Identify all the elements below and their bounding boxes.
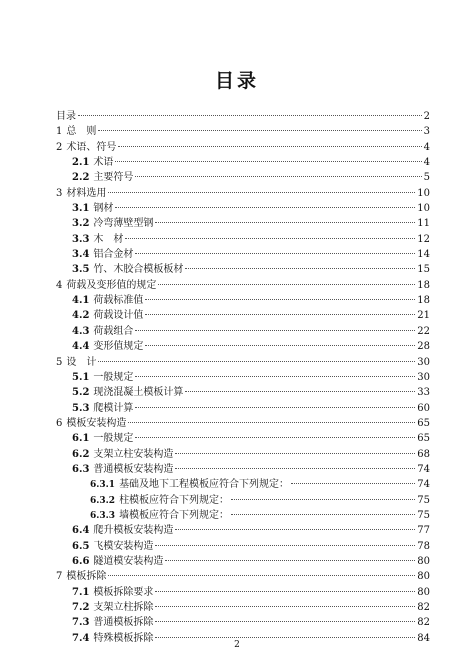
toc-dot-leader [115, 161, 421, 162]
toc-entry-title: 木 材 [93, 233, 124, 245]
toc-entry-number: 6.4 [72, 525, 90, 537]
toc-entry[interactable] [56, 186, 430, 201]
toc-entry-page: 18 [417, 279, 430, 291]
toc-entry-page: 82 [417, 602, 430, 613]
toc-entry[interactable] [56, 308, 430, 323]
toc-entry-title: 荷载及变形值的规定 [66, 279, 157, 291]
toc-dot-leader [155, 621, 415, 622]
toc-entry[interactable] [56, 155, 430, 170]
toc-entry-title: 主要符号 [93, 172, 134, 184]
toc-entry-page: 75 [417, 509, 430, 521]
toc-entry-page: 33 [417, 387, 430, 399]
toc-entry-title: 设 计 [66, 356, 97, 368]
toc-dot-leader [145, 314, 415, 315]
toc-entry-page: 75 [417, 494, 430, 506]
toc-entry-page: 80 [417, 586, 430, 598]
toc-entry-page: 80 [417, 571, 430, 583]
toc-entry[interactable] [56, 370, 430, 385]
toc-dot-leader [231, 514, 415, 515]
toc-dot-leader [185, 391, 415, 392]
toc-dot-leader [158, 284, 415, 285]
toc-entry-page: 18 [417, 295, 430, 307]
toc-entry-title: 竹、木胶合模板板材 [93, 264, 184, 276]
toc-entry-page: 60 [417, 402, 430, 414]
toc-entry-title: 特殊模板拆除 [93, 632, 154, 644]
toc-dot-leader [155, 637, 415, 638]
toc-entry-title: 模板安装构造 [66, 417, 127, 429]
toc-entry-title: 荷载设计值 [93, 310, 144, 322]
toc-entry-number: 6.3.1 [90, 480, 116, 491]
toc-entry-number: 7.2 [72, 602, 90, 613]
toc-entry[interactable] [56, 201, 430, 216]
toc-entry-number: 3.2 [72, 218, 90, 230]
toc-entry-number: 4.1 [72, 295, 90, 307]
toc-entry-title: 隧道模安装构造 [93, 555, 164, 567]
toc-entry-title: 爬模计算 [93, 402, 134, 414]
toc-entry[interactable] [56, 554, 430, 569]
toc-entry-title: 术语 [93, 157, 114, 169]
toc-dot-leader [135, 407, 415, 408]
toc-dot-leader [135, 176, 421, 177]
toc-entry-number: 6.5 [72, 540, 90, 552]
toc-entry[interactable] [56, 170, 430, 185]
toc-entry-page: 65 [417, 417, 430, 429]
toc-dot-leader [108, 192, 415, 193]
toc-entry[interactable] [56, 124, 430, 139]
toc-dot-leader [98, 361, 415, 362]
toc-entry-page: 74 [417, 479, 430, 491]
toc-entry[interactable] [56, 262, 430, 277]
toc-entry-number: 4.2 [72, 310, 90, 322]
toc-entry-page: 5 [423, 172, 430, 184]
toc-dot-leader [135, 330, 415, 331]
toc-dot-leader [108, 575, 415, 576]
toc-entry-page: 11 [417, 218, 430, 230]
page-title: 目录 [214, 70, 259, 92]
toc-entry[interactable] [56, 140, 430, 155]
toc-dot-leader [118, 146, 421, 147]
toc-entry-page: 80 [417, 555, 430, 567]
toc-entry[interactable] [56, 477, 430, 492]
toc-entry-title: 荷载组合 [93, 325, 134, 337]
toc-dot-leader [128, 422, 415, 423]
toc-dot-leader [231, 499, 415, 500]
toc-entry-number: 5.1 [72, 371, 90, 383]
toc-entry-number: 5.2 [72, 387, 90, 399]
toc-entry-number: 7.1 [72, 586, 90, 598]
toc-entry-page: 82 [417, 617, 430, 629]
page-number: 2 [234, 640, 240, 650]
toc-entry[interactable] [56, 339, 430, 354]
toc-entry-page: 84 [417, 632, 430, 644]
toc-entry-title: 爬升模板安装构造 [93, 525, 174, 537]
toc-entry-title: 支架立柱安装构造 [93, 448, 174, 460]
toc-entry-number: 2.1 [72, 157, 90, 169]
toc-dot-leader [115, 207, 415, 208]
toc-entry-number: 5.3 [72, 402, 90, 414]
toc-dot-leader [135, 437, 415, 438]
toc-entry-page: 12 [417, 233, 430, 245]
toc-entry-number: 5 [56, 356, 63, 368]
toc-dot-leader [155, 545, 415, 546]
toc-entry-title: 墙模板应符合下列规定： [119, 509, 230, 521]
toc-dot-leader [155, 222, 415, 223]
toc-entry-title: 目录 [56, 111, 76, 122]
toc-dot-leader [185, 268, 415, 269]
toc-dot-leader [175, 468, 415, 469]
toc-entry-page: 4 [423, 157, 430, 169]
toc-entry[interactable] [56, 293, 430, 308]
toc-dot-leader [98, 130, 421, 131]
toc-dot-leader [78, 115, 422, 116]
toc-entry[interactable] [56, 324, 430, 339]
toc-entry-page: 10 [417, 187, 430, 199]
table-of-contents [56, 109, 430, 646]
toc-entry-page: 15 [417, 264, 430, 276]
toc-entry-title: 钢材 [93, 203, 114, 215]
toc-entry-number: 4.4 [72, 341, 90, 353]
toc-entry-page: 65 [417, 433, 430, 445]
toc-entry[interactable] [56, 278, 430, 293]
toc-entry-title: 模板拆除要求 [93, 586, 154, 598]
toc-entry-title: 冷弯薄壁型钢 [93, 218, 154, 230]
toc-entry-title: 材料选用 [66, 187, 107, 199]
toc-entry[interactable] [56, 355, 430, 370]
toc-entry-number: 6.3.2 [90, 495, 116, 506]
toc-entry-page: 10 [417, 203, 430, 215]
toc-entry-title: 柱模板应符合下列规定： [119, 494, 230, 506]
toc-entry-page: 22 [417, 325, 430, 337]
toc-dot-leader [125, 238, 415, 239]
toc-dot-leader [135, 253, 415, 254]
toc-entry-page: 68 [417, 448, 430, 460]
toc-entry-page: 21 [417, 310, 430, 322]
toc-entry-page: 2 [423, 111, 430, 122]
toc-entry[interactable] [56, 216, 430, 231]
toc-dot-leader [155, 606, 415, 607]
toc-dot-leader [175, 453, 415, 454]
toc-entry-page: 77 [417, 525, 430, 537]
toc-entry[interactable] [56, 416, 430, 431]
toc-entry-number: 2 [56, 141, 63, 153]
toc-dot-leader [145, 345, 415, 346]
toc-dot-leader [291, 483, 415, 484]
toc-entry-title: 总 则 [66, 126, 97, 138]
toc-entry-number: 4 [56, 279, 63, 291]
toc-entry-number: 4.3 [72, 325, 90, 337]
toc-entry-title: 术语、符号 [66, 141, 117, 153]
toc-dot-leader [135, 376, 415, 377]
toc-entry-page: 3 [423, 126, 430, 138]
toc-dot-leader [165, 560, 415, 561]
toc-entry-title: 一般规定 [93, 433, 134, 445]
toc-entry-number: 6 [56, 417, 63, 429]
toc-entry-number: 6.2 [72, 448, 90, 460]
toc-entry-page: 28 [417, 341, 430, 353]
toc-entry-title: 变形值规定 [93, 341, 144, 353]
toc-entry-number: 3.3 [72, 233, 90, 245]
toc-entry-number: 6.3 [72, 463, 90, 475]
toc-entry[interactable] [56, 600, 430, 615]
toc-entry[interactable] [56, 232, 430, 247]
toc-entry-number: 3.5 [72, 264, 90, 276]
toc-entry-number: 2.2 [72, 172, 90, 184]
toc-entry-page: 30 [417, 371, 430, 383]
toc-entry[interactable] [56, 447, 430, 462]
toc-entry[interactable] [56, 569, 430, 584]
toc-entry-number: 6.6 [72, 555, 90, 567]
toc-entry-title: 铝合金材 [93, 249, 134, 261]
toc-entry[interactable] [56, 539, 430, 554]
toc-entry[interactable] [56, 493, 430, 508]
toc-entry-number: 3.4 [72, 249, 90, 261]
toc-entry-number: 7.4 [72, 632, 90, 644]
toc-entry-title: 普通模板安装构造 [93, 463, 174, 475]
toc-entry[interactable] [56, 431, 430, 446]
toc-entry-title: 一般规定 [93, 371, 134, 383]
toc-entry[interactable] [56, 401, 430, 416]
toc-entry-number: 1 [56, 126, 63, 138]
toc-entry-page: 30 [417, 356, 430, 368]
toc-entry-title: 荷载标准值 [93, 295, 144, 307]
toc-entry[interactable] [56, 247, 430, 262]
toc-entry-title: 支架立柱拆除 [93, 602, 154, 613]
toc-entry-number: 3.1 [72, 203, 90, 215]
toc-dot-leader [175, 529, 415, 530]
toc-entry[interactable] [56, 109, 430, 124]
toc-entry-page: 14 [417, 249, 430, 261]
toc-entry[interactable] [56, 462, 430, 477]
toc-entry-title: 模板拆除 [66, 571, 107, 583]
toc-entry-number: 6.1 [72, 433, 90, 445]
toc-entry-number: 7 [56, 571, 63, 583]
toc-entry-title: 现浇混凝土模板计算 [93, 387, 184, 399]
toc-entry-title: 飞模安装构造 [93, 540, 154, 552]
toc-entry[interactable] [56, 523, 430, 538]
toc-entry-page: 74 [417, 463, 430, 475]
toc-dot-leader [145, 299, 415, 300]
toc-entry-number: 7.3 [72, 617, 90, 629]
toc-dot-leader [155, 591, 415, 592]
toc-entry-title: 基础及地下工程模板应符合下列规定： [119, 479, 290, 491]
toc-entry-title: 普通模板拆除 [93, 617, 154, 629]
toc-entry[interactable] [56, 615, 430, 630]
toc-entry-number: 3 [56, 187, 63, 199]
toc-entry-number: 6.3.3 [90, 510, 116, 521]
toc-entry-page: 78 [417, 540, 430, 552]
toc-entry[interactable] [56, 385, 430, 400]
toc-entry[interactable] [56, 585, 430, 600]
toc-entry-page: 4 [423, 141, 430, 153]
toc-entry[interactable] [56, 508, 430, 523]
